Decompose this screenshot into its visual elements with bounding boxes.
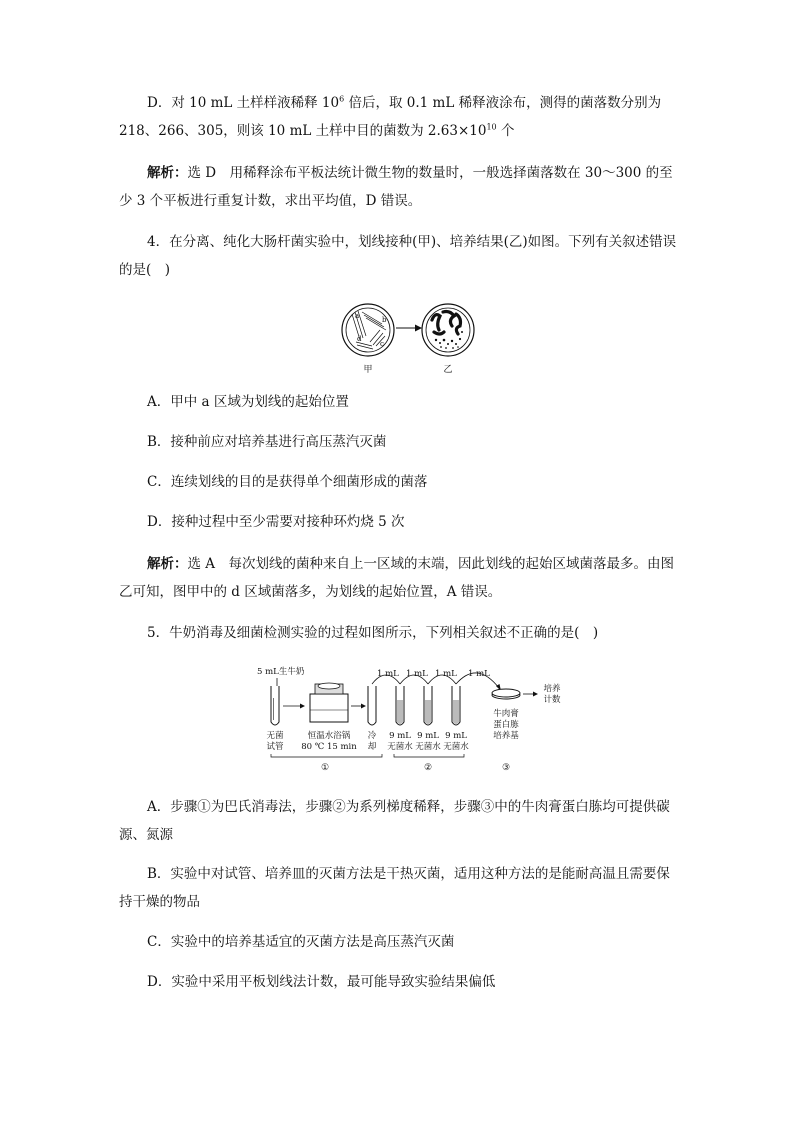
- q4-streak-figure: [340, 296, 490, 378]
- q5-option-a: A．步骤①为巴氏消毒法，步骤②为系列梯度稀释，步骤③中的牛肉膏蛋白胨均可提供碳源、氮源: [119, 799, 670, 843]
- plate-yi: [422, 304, 474, 356]
- q4-option-c: C．连续划线的目的是获得单个细菌形成的菌落: [147, 474, 428, 490]
- step-2-label: ②: [423, 763, 433, 773]
- zone-c-label: c: [380, 340, 384, 348]
- q4-option-a: A．甲中 a 区域为划线的起始位置: [147, 394, 349, 410]
- label-sterile-1: 无菌: [266, 731, 284, 741]
- label-count-2: 计数: [543, 695, 561, 705]
- label-bath-2: 80 ℃ 15 min: [301, 742, 357, 752]
- q4-analysis-text: 选 A 每次划线的菌种来自上一区域的末端，因此划线的起始区域菌落最多。由图乙可知，图甲中的 d 区域菌落多，为划线的起始位置，A 错误。: [119, 556, 675, 600]
- step-3-label: ③: [501, 763, 511, 773]
- label-bath-1: 恒温水浴锅: [307, 731, 351, 741]
- label-cool-1: 冷: [367, 731, 377, 741]
- q3-option-d-text-2: 倍后，取 0.1 mL 稀释液涂布，测得的菌落数分别为 218、266、305，则该 10 mL 土样中目的菌数为 2.63×10: [119, 95, 662, 139]
- label-medium-3: 培养基: [493, 731, 519, 741]
- q3-analysis-label: 解析：: [147, 165, 188, 181]
- sterile-test-tube: [271, 686, 279, 725]
- label-1ml-d: 1 mL: [468, 669, 490, 679]
- step-1-label: ①: [320, 763, 330, 773]
- label-9ml-2: 9 mL: [417, 731, 439, 741]
- label-9ml-1: 9 mL: [389, 731, 411, 741]
- q5-option-c: C．实验中的培养基适宜的灭菌方法是高压蒸汽灭菌: [147, 934, 455, 950]
- plate-jia: [342, 304, 394, 356]
- q4-analysis: [119, 550, 679, 606]
- label-water-2: 无菌水: [415, 742, 441, 752]
- label-yi: 乙: [443, 365, 453, 375]
- label-raw-milk: 5 mL生牛奶: [257, 667, 305, 677]
- label-sterile-2: 试管: [266, 742, 284, 752]
- arrow-right-icon: [396, 325, 422, 332]
- label-count-1: 培养: [543, 684, 561, 694]
- q5-option-d: D．实验中采用平板划线法计数，最可能导致实验结果偏低: [147, 974, 496, 990]
- q5-process-figure: [255, 662, 565, 774]
- zone-b-label: b: [382, 316, 387, 324]
- q5-option-b: B．实验中对试管、培养皿的灭菌方法是干热灭菌，适用这种方法的是能耐高温且需要保持干燥的物品: [119, 866, 670, 910]
- q4-option-b: B．接种前应对培养基进行高压蒸汽灭菌: [147, 434, 387, 450]
- q3-option-d: [119, 89, 679, 145]
- water-bath-pot: [310, 683, 348, 722]
- label-medium-2: 蛋白胨: [493, 720, 519, 730]
- label-1ml-b: 1 mL: [406, 669, 428, 679]
- label-1ml-c: 1 mL: [435, 669, 457, 679]
- label-9ml-3: 9 mL: [445, 731, 467, 741]
- zone-d-label: d: [357, 335, 362, 343]
- dilution-tube-1: [396, 686, 404, 725]
- dilution-tube-3: [452, 686, 460, 725]
- q3-option-d-exponent-2: 10: [486, 122, 497, 132]
- label-cool-2: 却: [367, 742, 377, 752]
- q3-option-d-exponent-1: 6: [339, 94, 345, 104]
- label-water-1: 无菌水: [387, 742, 413, 752]
- q3-analysis-text: 选 D 用稀释涂布平板法统计微生物的数量时，一般选择菌落数在 30～300 的至少 3 个平板进行重复计数，求出平均值，D 错误。: [119, 165, 673, 209]
- label-medium-1: 牛肉膏: [493, 709, 519, 719]
- q3-option-d-text-1: D．对 10 mL 土样样液稀释 10: [147, 95, 340, 111]
- label-1ml-a: 1 mL: [377, 669, 399, 679]
- petri-dish: [492, 689, 520, 699]
- zone-a-label: a: [355, 312, 360, 320]
- q3-option-d-text-3: 个: [496, 123, 515, 139]
- q4-analysis-label: 解析：: [147, 556, 188, 572]
- q4-stem: 4．在分离、纯化大肠杆菌实验中，划线接种(甲)、培养结果(乙)如图。下列有关叙述错误的是( ): [119, 234, 677, 278]
- cooling-tube: [368, 686, 376, 725]
- label-water-3: 无菌水: [443, 742, 469, 752]
- q4-option-d: D．接种过程中至少需要对接种环灼烧 5 次: [147, 514, 405, 530]
- q3-analysis: [119, 159, 679, 215]
- q5-stem: 5．牛奶消毒及细菌检测实验的过程如图所示，下列相关叙述不正确的是( ): [147, 625, 599, 641]
- label-jia: 甲: [363, 365, 373, 375]
- dilution-tube-2: [424, 686, 432, 725]
